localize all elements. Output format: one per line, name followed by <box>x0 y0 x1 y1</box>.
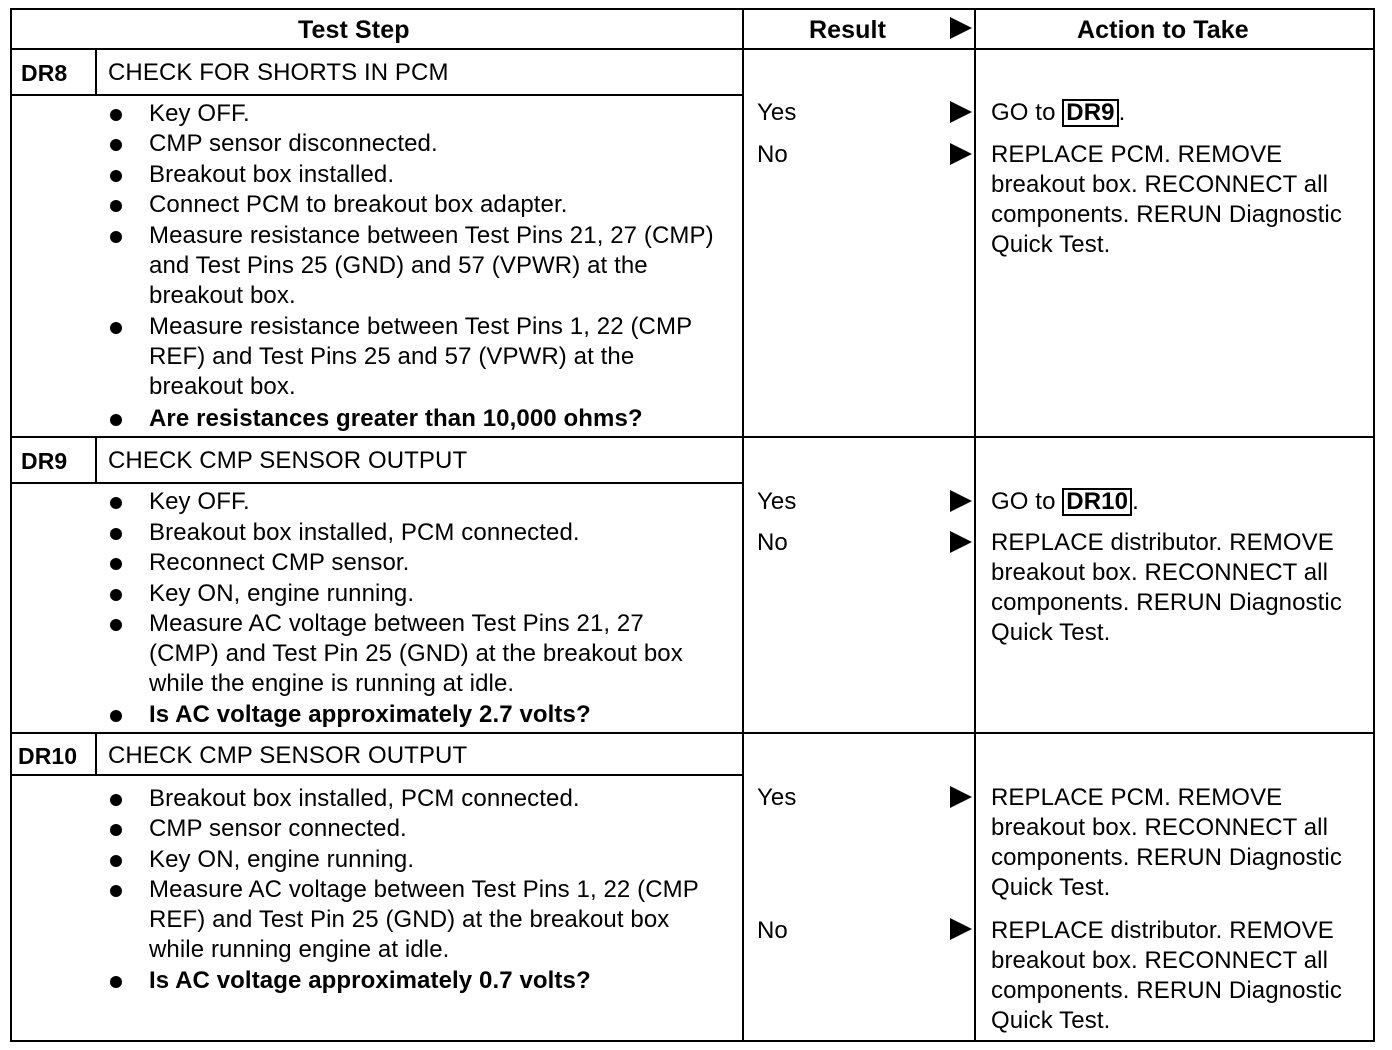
bullet-icon <box>110 619 122 631</box>
bullet-text: Key ON, engine running. <box>149 580 415 607</box>
result-yes: Yes <box>757 488 797 515</box>
step-title: CHECK FOR SHORTS IN PCM <box>108 59 449 86</box>
result-arrow-icon <box>950 143 972 165</box>
bullet-icon <box>110 231 122 243</box>
action-goto: GO to DR9 . <box>991 99 1126 126</box>
result-no: No <box>757 917 788 944</box>
action-text: REPLACE PCM. REMOVE breakout box. RECONNECT all components. RERUN Diagnostic Quick Test. <box>991 141 1342 258</box>
bullet-text: Measure resistance between Test Pins 21, 27 (CMP) and Test Pins 25 (GND) and 57 (VPWR) at the breakout box. <box>149 222 714 309</box>
bullet-text: CMP sensor connected. <box>149 815 407 842</box>
bullet-icon <box>110 976 122 988</box>
bullet-icon <box>110 322 122 334</box>
bullet-icon <box>110 710 122 722</box>
bullet-question: Is AC voltage approximately 0.7 volts? <box>149 967 591 994</box>
bullet-icon <box>110 170 122 182</box>
result-yes: Yes <box>757 99 797 126</box>
header-test-step: Test Step <box>298 16 410 44</box>
step-id: DR10 <box>18 743 78 769</box>
header-arrow-icon <box>950 17 972 39</box>
bullet-text: CMP sensor disconnected. <box>149 130 438 157</box>
bullet-text: Measure resistance between Test Pins 1, 22 (CMP REF) and Test Pins 25 and 57 (VPWR) at the breakout box. <box>149 313 692 400</box>
result-arrow-icon <box>950 918 972 940</box>
bullet-text: Breakout box installed, PCM connected. <box>149 785 580 812</box>
step-title: CHECK CMP SENSOR OUTPUT <box>108 447 468 474</box>
result-no: No <box>757 529 788 556</box>
step-title: CHECK CMP SENSOR OUTPUT <box>108 742 468 769</box>
bullet-icon <box>110 824 122 836</box>
bullet-text: Measure AC voltage between Test Pins 21, 27 (CMP) and Test Pin 25 (GND) at the breakout box while the engine is running at idle. <box>149 610 683 697</box>
bullet-icon <box>110 528 122 540</box>
result-arrow-icon <box>950 490 972 512</box>
bullet-icon <box>110 109 122 121</box>
action-text: REPLACE distributor. REMOVE breakout box. RECONNECT all components. RERUN Diagnostic Quick Test. <box>991 917 1342 1034</box>
action-text: REPLACE distributor. REMOVE breakout box. RECONNECT all components. RERUN Diagnostic Quick Test. <box>991 529 1342 646</box>
bullet-question: Are resistances greater than 10,000 ohms? <box>149 405 643 432</box>
bullet-icon <box>110 855 122 867</box>
bullet-icon <box>110 589 122 601</box>
bullet-text: Breakout box installed. <box>149 161 395 188</box>
bullet-icon <box>110 558 122 570</box>
step-ref-dr9: DR9 <box>1062 99 1118 127</box>
bullet-text: Measure AC voltage between Test Pins 1, 22 (CMP REF) and Test Pin 25 (GND) at the breakout box while running engine at idle. <box>149 876 699 963</box>
header-action: Action to Take <box>1077 16 1249 44</box>
action-goto: GO to DR10 . <box>991 488 1139 515</box>
result-no: No <box>757 141 788 168</box>
result-arrow-icon <box>950 786 972 808</box>
result-yes: Yes <box>757 784 797 811</box>
step-id: DR9 <box>21 448 68 474</box>
bullet-question: Is AC voltage approximately 2.7 volts? <box>149 701 591 728</box>
bullet-text: Connect PCM to breakout box adapter. <box>149 191 568 218</box>
bullet-text: Breakout box installed, PCM connected. <box>149 519 580 546</box>
bullet-icon <box>110 139 122 151</box>
bullet-icon <box>110 885 122 897</box>
bullet-icon <box>110 414 122 426</box>
bullet-text: Key OFF. <box>149 100 250 127</box>
bullet-icon <box>110 794 122 806</box>
step-id: DR8 <box>21 60 68 86</box>
result-arrow-icon <box>950 101 972 123</box>
action-text: REPLACE PCM. REMOVE breakout box. RECONNECT all components. RERUN Diagnostic Quick Test. <box>991 784 1342 901</box>
bullet-text: Key ON, engine running. <box>149 846 415 873</box>
bullet-text: Key OFF. <box>149 488 250 515</box>
bullet-icon <box>110 200 122 212</box>
header-result: Result <box>809 16 887 44</box>
bullet-text: Reconnect CMP sensor. <box>149 549 410 576</box>
step-ref-dr10: DR10 <box>1062 488 1132 516</box>
bullet-icon <box>110 497 122 509</box>
result-arrow-icon <box>950 531 972 553</box>
